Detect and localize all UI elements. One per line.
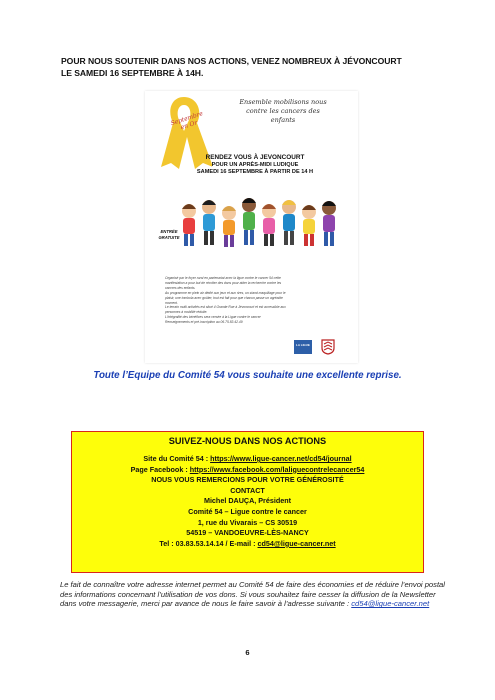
flyer-rendezvous <box>185 154 325 177</box>
city-line: 54519 – VANDOEUVRE-LÈS-NANCY <box>186 528 309 538</box>
footer-note <box>60 580 445 609</box>
flyer-tagline <box>223 98 343 125</box>
president-line: Michel DAUÇA, Président <box>203 496 292 506</box>
follow-details <box>72 454 423 549</box>
tel-text: Tel : 03.83.53.14.14 / E-mail : <box>159 538 258 548</box>
street-line: 1, rue du Vivarais – CS 30519 <box>197 517 298 527</box>
site-line <box>72 454 423 465</box>
ligue-logo <box>294 340 312 354</box>
rdv-line: POUR UN APRÈS-MIDI LUDIQUE <box>211 161 299 168</box>
entree-line: GRATUITE <box>158 234 180 240</box>
headline-line-1: POUR NOUS SOUTENIR DANS NOS ACTIONS, VENEZ NOMBREUX À JÉVONCOURT <box>61 56 402 66</box>
blurb-line: Organisé par le foyer rural en partenariat avec la ligue contre le cancer 54 cette <box>165 276 281 280</box>
follow-us-box <box>71 431 424 573</box>
blurb-line: personnes à mobilité réduite. <box>165 310 208 315</box>
blurb-line: manifestation a pour but de récolter des dons pour aider la recherche contre les <box>165 280 282 285</box>
entree-line: ENTRÉE <box>160 229 178 234</box>
headline-line-2: LE SAMEDI 16 SEPTEMBRE À 14H. <box>61 68 204 78</box>
site-link[interactable]: https://www.ligue-cancer.net/cd54/journal <box>210 454 352 463</box>
ligue-logo-text: LA LIGUE <box>296 343 310 347</box>
facebook-line <box>72 465 423 476</box>
site-label: Site du Comité 54 : <box>143 454 211 463</box>
event-flyer <box>145 91 358 363</box>
blurb-line: Au programme en plein air dédié aux jeux et aux rires, un stand maquillage pour le <box>165 290 286 295</box>
flyer-description <box>165 276 343 325</box>
blurb-line: L'intégralité des bénéfices sera versée à la Ligue contre le cancer <box>165 315 261 320</box>
footer-text: Le fait de connaître votre adresse internet permet au Comité 54 de faire des économies et de réduire l’envoi postal des informations concernant l’utilisation de vos dons. Si vous souhaitez faire cesser la diffusion de la Newsletter dans votre messagerie, merci par avance de nous le faire savoir à l’adresse suivante : <box>60 580 445 609</box>
tel-line <box>72 539 423 550</box>
facebook-label: Page Facebook : <box>130 464 190 474</box>
blurb-line: Le terrain multi activités est situé 4 Grande Rue à Jévoncourt et est accessible aux <box>165 305 286 310</box>
blurb-line: cancers des enfants. <box>165 285 196 290</box>
children-illustration <box>175 189 347 253</box>
facebook-link[interactable]: https://www.facebook.com/laliguecontrelecancer54 <box>189 464 365 474</box>
headline <box>61 55 441 79</box>
rdv-line: SAMEDI 16 SEPTEMBRE À PARTIR DE 14 H <box>196 169 314 175</box>
thanks-line: NOUS VOUS REMERCIONS POUR VOTRE GÉNÉROSITÉ <box>151 475 344 485</box>
free-entry-label <box>149 229 189 240</box>
contact-line: CONTACT <box>230 485 265 495</box>
wish-message: Toute l’Equipe du Comité 54 vous souhaite une excellente reprise. <box>93 370 402 381</box>
tagline-line: enfants <box>270 116 296 124</box>
org-line: Comité 54 – Ligue contre le cancer <box>188 506 307 516</box>
blurb-line: Renseignements et pré-inscription au 06.75.83.42.49 <box>165 320 243 325</box>
tagline-line: Ensemble mobilisons nous <box>239 98 327 106</box>
blurb-line: moment. <box>165 300 178 305</box>
email-link[interactable]: cd54@ligue-cancer.net <box>257 538 336 548</box>
page-number: 6 <box>245 648 250 657</box>
ribbon-text: Septembre en Or <box>169 110 204 132</box>
tagline-line: contre les cancers des <box>246 107 320 115</box>
footer-email-link[interactable]: cd54@ligue-cancer.net <box>351 599 430 609</box>
rdv-line: RENDEZ VOUS À JEVONCOURT <box>205 154 305 161</box>
foyer-rural-logo-icon <box>321 339 335 355</box>
follow-title: SUIVEZ-NOUS DANS NOS ACTIONS <box>168 436 327 446</box>
blurb-line: plaisir, une tombola avec goûter, tout est fait pour que chacun passe un agréable <box>165 295 283 300</box>
